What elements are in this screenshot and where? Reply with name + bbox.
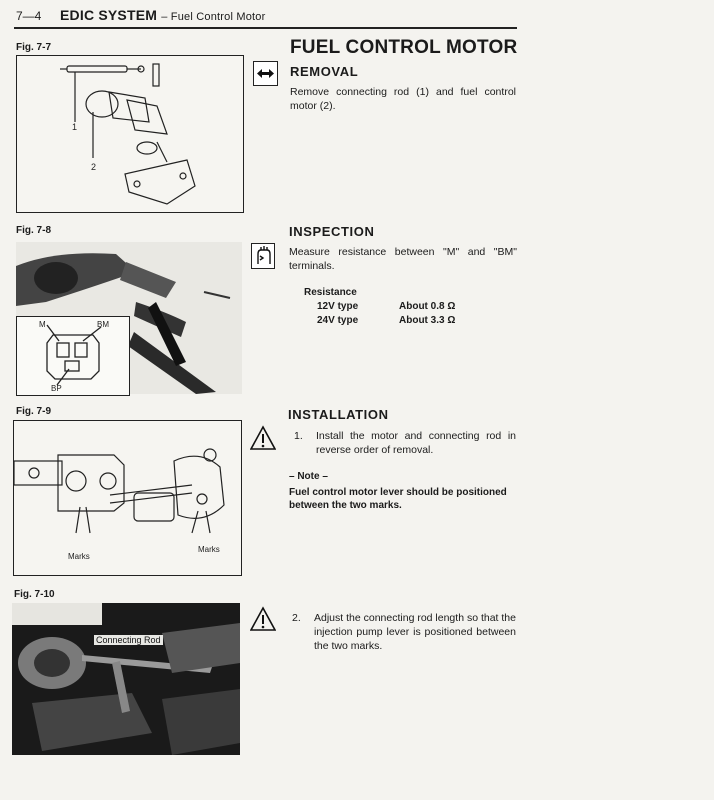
- removal-text: Remove connecting rod (1) and fuel control motor (2).: [290, 86, 516, 112]
- inspection-text: Measure resistance between "M" and "BM" terminals.: [289, 246, 517, 272]
- fig-7-9-label: Fig. 7-9: [16, 406, 52, 417]
- page-number: 7—4: [16, 9, 42, 23]
- system-title: EDIC SYSTEM: [60, 7, 158, 23]
- resistance-value-1: About 0.8 Ω: [399, 301, 456, 312]
- fig-7-8-photo: [16, 242, 242, 394]
- fig-7-8-label: Fig. 7-8: [16, 225, 52, 236]
- marks-label-right: Marks: [198, 545, 220, 554]
- step-2-number: 2.: [292, 612, 301, 624]
- section-header: [60, 7, 265, 23]
- resistance-type-1: 12V type: [317, 301, 359, 312]
- removal-heading: REMOVAL: [290, 64, 359, 79]
- remove-install-arrows-icon: [253, 61, 278, 86]
- installation-step-1: [294, 429, 516, 457]
- installation-step-2: [292, 611, 516, 653]
- note-title: – Note –: [289, 471, 328, 482]
- terminal-bm-label: BM: [97, 320, 109, 329]
- note-text: Fuel control motor lever should be positioned between the two marks.: [289, 487, 507, 511]
- installation-heading: INSTALLATION: [288, 407, 389, 422]
- terminal-m-label: M: [39, 320, 46, 329]
- section-subtitle: – Fuel Control Motor: [161, 11, 266, 23]
- resistance-heading: Resistance: [304, 287, 357, 298]
- page-title: FUEL CONTROL MOTOR: [290, 37, 518, 58]
- fig-7-7-illustration: [16, 55, 244, 213]
- step-2-text: Adjust the connecting rod length so that the injection pump lever is positioned between the two marks.: [314, 612, 516, 652]
- connecting-rod-label: Connecting Rod: [96, 635, 161, 645]
- fig-7-7-label: Fig. 7-7: [16, 42, 52, 53]
- inspection-heading: INSPECTION: [289, 224, 375, 239]
- fig-7-10-label: Fig. 7-10: [14, 589, 55, 600]
- fig-7-8-connector-inset: [16, 316, 130, 396]
- fig-7-7-callout-1: 1: [72, 122, 78, 132]
- step-1-text: Install the motor and connecting rod in reverse order of removal.: [316, 430, 516, 456]
- marks-label-left: Marks: [68, 552, 90, 561]
- header-rule: [14, 27, 517, 29]
- fig-7-7-callout-2: 2: [91, 162, 97, 172]
- terminal-bp-label: BP: [51, 384, 62, 393]
- resistance-value-2: About 3.3 Ω: [399, 315, 456, 326]
- step-1-number: 1.: [294, 430, 303, 442]
- inspection-hand-icon: [251, 243, 275, 269]
- caution-triangle-icon: [250, 606, 276, 632]
- fig-7-10-photo: [12, 603, 240, 755]
- resistance-type-2: 24V type: [317, 315, 359, 326]
- caution-triangle-icon: [250, 425, 276, 451]
- fig-7-9-illustration: [13, 420, 242, 576]
